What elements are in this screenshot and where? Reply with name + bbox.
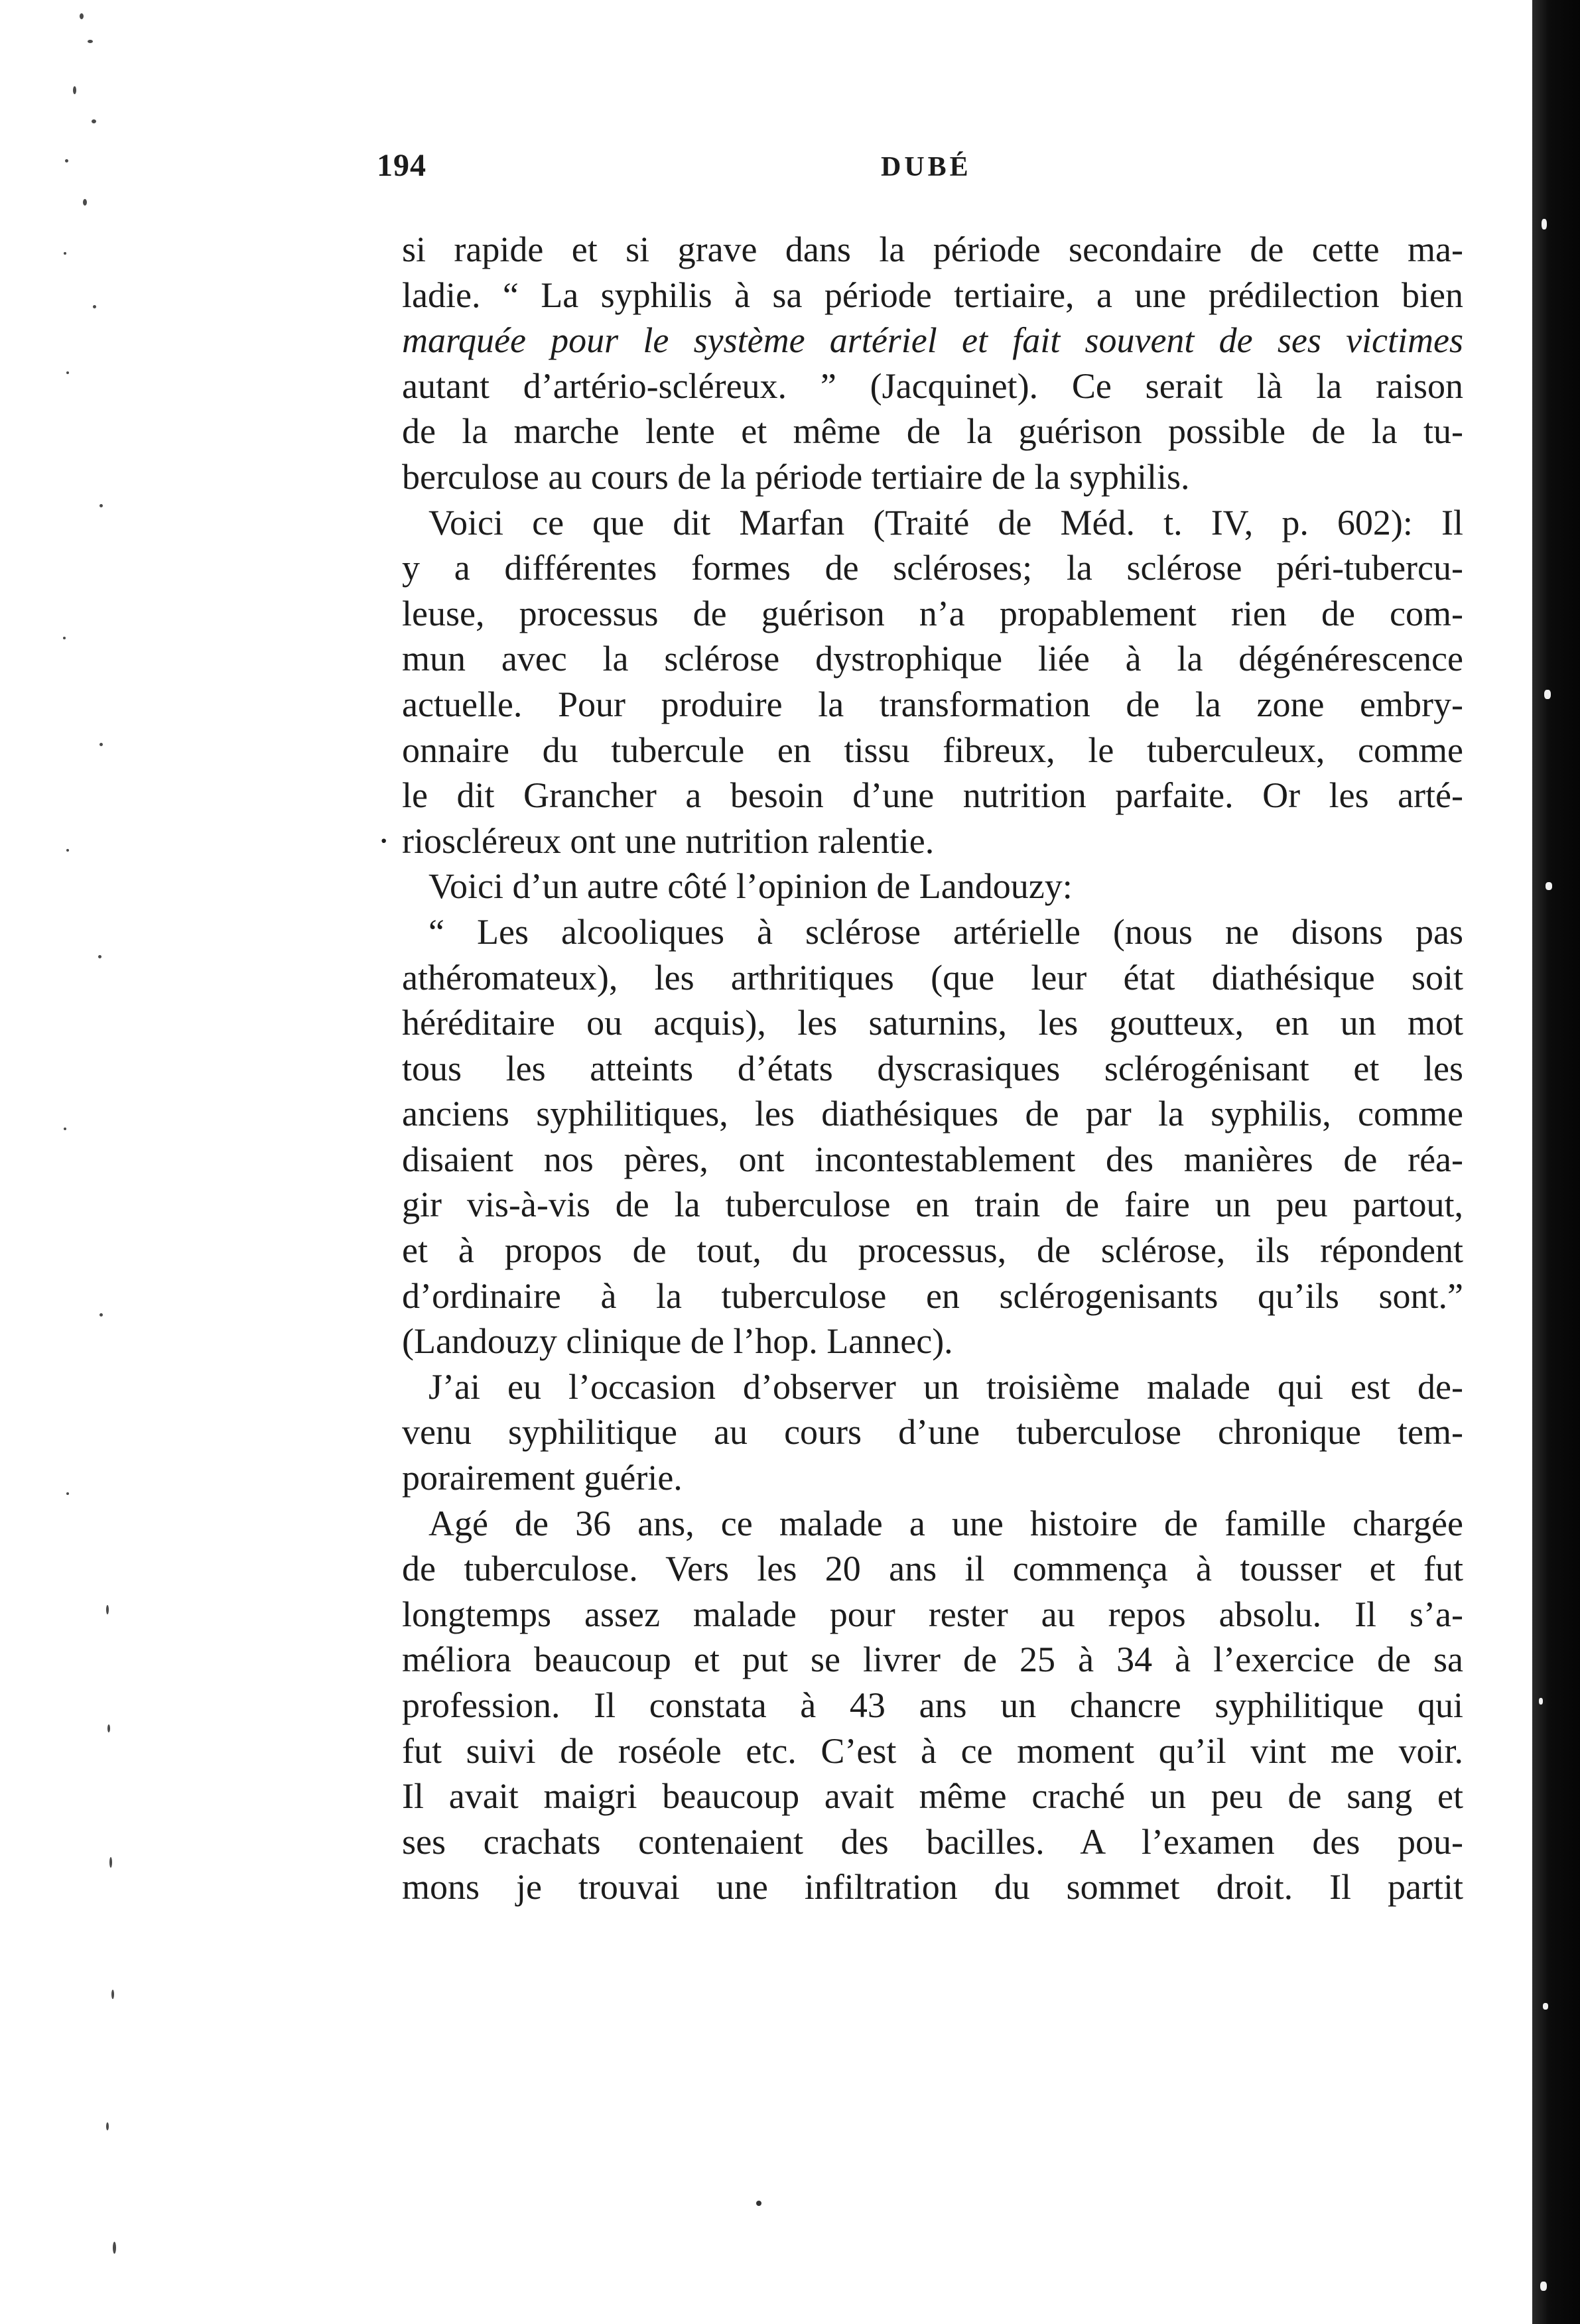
text-line: d’ordinaire à la tuberculose en sclérogenisants qu’ils sont.” [402, 1275, 1463, 1316]
text-line: Voici d’un autre côté l’opinion de Landouzy: [428, 866, 1073, 907]
text-line: J’ai eu l’occasion d’observer un troisième malade qui est de- [428, 1366, 1463, 1407]
text-line [402, 318, 1463, 363]
text-line-content: marquée pour le système artériel et fait souvent de ses victimes [402, 320, 1463, 361]
text-line: leuse, processus de guérison n’a propablement rien de com- [402, 593, 1463, 633]
text-line: profession. Il constata à 43 ans un chancre syphilitique qui [402, 1685, 1463, 1725]
text-line: gir vis-à-vis de la tuberculose en train de faire un peu partout, [402, 1185, 1463, 1225]
text-line: berculose au cours de la période tertiaire de la syphilis. [402, 456, 1190, 497]
text-line: tous les atteints d’états dyscrasiques sclérogénisant et les [402, 1048, 1463, 1088]
text-line: et à propos de tout, du processus, de sclérose, ils répondent [402, 1230, 1463, 1271]
text-line: onnaire du tubercule en tissu fibreux, le tuberculeux, comme [402, 730, 1463, 770]
text-line: Agé de 36 ans, ce malade a une histoire de famille chargée [428, 1503, 1463, 1543]
text-line: “ Les alcooliques à sclérose artérielle (nous ne disons pas [428, 911, 1463, 952]
body-text [402, 227, 1463, 1910]
text-line: longtemps assez malade pour rester au repos absolu. Il s’a- [402, 1594, 1463, 1634]
text-line: mun avec la sclérose dystrophique liée à la dégénérescence [402, 639, 1463, 679]
scan-speck [756, 2201, 761, 2206]
text-line [402, 273, 1463, 318]
page-number: 194 [377, 148, 427, 183]
running-head: DUBÉ [881, 152, 972, 182]
text-line: actuelle. Pour produire la transformation de la zone embry- [402, 684, 1463, 724]
text-line: Il avait maigri beaucoup avait même craché un peu de sang et [402, 1776, 1463, 1817]
scan-specks [0, 0, 146, 2324]
text-line: rioscléreux ont une nutrition ralentie. [402, 820, 935, 861]
text-line: méliora beaucoup et put se livrer de 25 à 34 à l’exercice de sa [402, 1640, 1463, 1680]
text-line: le dit Grancher a besoin d’une nutrition parfaite. Or les arté- [402, 775, 1463, 816]
text-line-content: ladie. “ La syphilis à sa période tertiaire, a une prédilection bien [402, 275, 1463, 315]
page-header [377, 147, 1401, 194]
text-line: si rapide et si grave dans la période secondaire de cette ma- [402, 229, 1463, 269]
text-line: fut suivi de roséole etc. C’est à ce moment qu’il vint me voir. [402, 1730, 1463, 1771]
binding-edge [1532, 0, 1580, 2324]
text-line: ses crachats contenaient des bacilles. A l’examen des pou- [402, 1821, 1463, 1862]
text-line: héréditaire ou acquis), les saturnins, les goutteux, en un mot [402, 1003, 1463, 1043]
text-line: anciens syphilitiques, les diathésiques de par la syphilis, comme [402, 1094, 1463, 1134]
text-line: autant d’artério-scléreux. ” (Jacquinet). Ce serait là la raison [402, 365, 1463, 406]
text-line: porairement guérie. [402, 1458, 683, 1498]
text-line: (Landouzy clinique de l’hop. Lannec). [402, 1321, 953, 1362]
margin-mark: · [379, 826, 389, 856]
text-line: mons je trouvai une infiltration du sommet droit. Il partit [402, 1867, 1463, 1907]
text-line: athéromateux), les arthritiques (que leur état diathésique soit [402, 957, 1463, 998]
text-line: venu syphilitique au cours d’une tuberculose chronique tem- [402, 1412, 1463, 1452]
text-line: disaient nos pères, ont incontestablement des manières de réa- [402, 1139, 1463, 1179]
text-line: Voici ce que dit Marfan (Traité de Méd. t. IV, p. 602): Il [428, 502, 1463, 543]
text-line: de la marche lente et même de la guérison possible de la tu- [402, 411, 1463, 452]
text-line: y a différentes formes de scléroses; la sclérose péri-tubercu- [402, 548, 1463, 588]
text-line: de tuberculose. Vers les 20 ans il commença à tousser et fut [402, 1549, 1463, 1589]
